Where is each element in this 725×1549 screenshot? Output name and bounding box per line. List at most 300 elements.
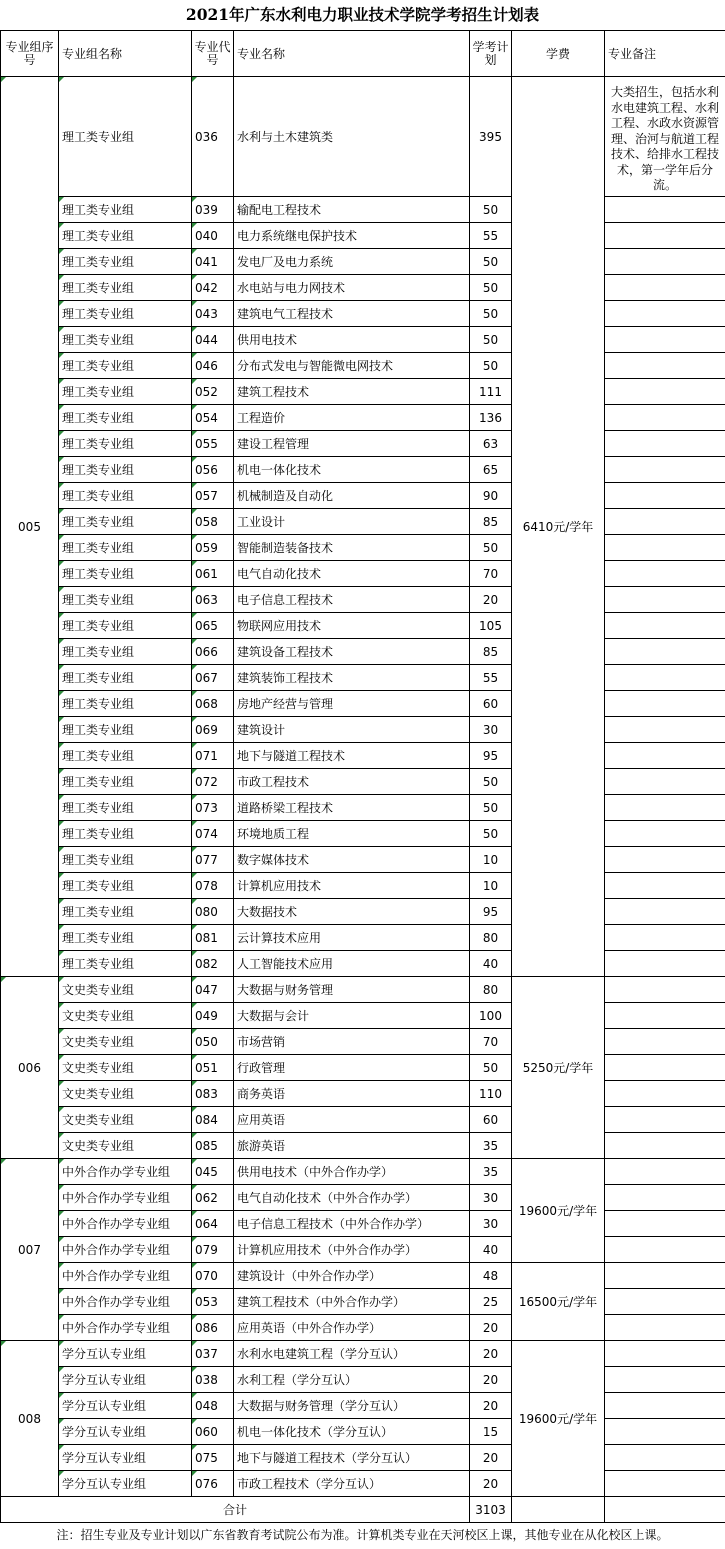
group-name-cell: 理工类专业组 xyxy=(59,587,192,613)
major-name-cell: 建筑工程技术 xyxy=(234,379,470,405)
major-name-cell: 水利与土木建筑类 xyxy=(234,77,470,197)
plan-cell: 20 xyxy=(470,587,512,613)
major-code-cell: 072 xyxy=(192,769,234,795)
table-row xyxy=(1,1341,725,1367)
remark-cell xyxy=(605,561,725,587)
remark-cell xyxy=(605,951,725,977)
major-code-cell: 071 xyxy=(192,743,234,769)
major-code-cell: 064 xyxy=(192,1211,234,1237)
major-name-cell: 建筑装饰工程技术 xyxy=(234,665,470,691)
major-code-cell: 060 xyxy=(192,1419,234,1445)
major-code-cell: 080 xyxy=(192,899,234,925)
remark-cell xyxy=(605,639,725,665)
group-name-cell: 理工类专业组 xyxy=(59,197,192,223)
remark-cell xyxy=(605,535,725,561)
group-name-cell: 理工类专业组 xyxy=(59,717,192,743)
major-code-cell: 056 xyxy=(192,457,234,483)
table-row xyxy=(1,1237,725,1263)
plan-cell: 10 xyxy=(470,873,512,899)
plan-cell: 50 xyxy=(470,535,512,561)
group-name-cell: 文史类专业组 xyxy=(59,1081,192,1107)
plan-cell: 50 xyxy=(470,327,512,353)
major-code-cell: 059 xyxy=(192,535,234,561)
major-name-cell: 数字媒体技术 xyxy=(234,847,470,873)
plan-cell: 10 xyxy=(470,847,512,873)
table-row xyxy=(1,1003,725,1029)
group-name-cell: 文史类专业组 xyxy=(59,1055,192,1081)
major-name-cell: 大数据与会计 xyxy=(234,1003,470,1029)
group-name-cell: 中外合作办学专业组 xyxy=(59,1315,192,1341)
plan-cell: 50 xyxy=(470,795,512,821)
group-name-cell: 学分互认专业组 xyxy=(59,1367,192,1393)
table-row xyxy=(1,1107,725,1133)
major-code-cell: 076 xyxy=(192,1471,234,1497)
group-name-cell: 理工类专业组 xyxy=(59,483,192,509)
table-row xyxy=(1,379,725,405)
major-name-cell: 道路桥梁工程技术 xyxy=(234,795,470,821)
header-group-name: 专业组名称 xyxy=(59,31,192,77)
remark-cell xyxy=(605,457,725,483)
fee-cell: 5250元/学年 xyxy=(512,977,605,1159)
table-row xyxy=(1,873,725,899)
major-code-cell: 040 xyxy=(192,223,234,249)
major-code-cell: 082 xyxy=(192,951,234,977)
major-name-cell: 电子信息工程技术 xyxy=(234,587,470,613)
plan-cell: 60 xyxy=(470,691,512,717)
group-name-cell: 文史类专业组 xyxy=(59,1003,192,1029)
major-code-cell: 081 xyxy=(192,925,234,951)
remark-cell xyxy=(605,665,725,691)
group-name-cell: 理工类专业组 xyxy=(59,509,192,535)
table-row xyxy=(1,457,725,483)
table-body xyxy=(1,77,725,1523)
table-row xyxy=(1,821,725,847)
major-code-cell: 046 xyxy=(192,353,234,379)
group-name-cell: 理工类专业组 xyxy=(59,223,192,249)
group-name-cell: 中外合作办学专业组 xyxy=(59,1211,192,1237)
major-name-cell: 市场营销 xyxy=(234,1029,470,1055)
plan-cell: 395 xyxy=(470,77,512,197)
header-plan: 学考计划 xyxy=(470,31,512,77)
major-code-cell: 037 xyxy=(192,1341,234,1367)
group-name-cell: 理工类专业组 xyxy=(59,301,192,327)
remark-cell xyxy=(605,405,725,431)
fee-cell: 6410元/学年 xyxy=(512,77,605,977)
major-code-cell: 049 xyxy=(192,1003,234,1029)
major-code-cell: 044 xyxy=(192,327,234,353)
major-code-cell: 073 xyxy=(192,795,234,821)
major-name-cell: 供用电技术（中外合作办学） xyxy=(234,1159,470,1185)
remark-cell xyxy=(605,1289,725,1315)
remark-cell: 大类招生，包括水利水电建筑工程、水利工程、水政水资源管理、治河与航道工程技术、给排水工程技术，第一学年后分流。 xyxy=(605,77,725,197)
total-fee-cell xyxy=(512,1497,605,1523)
group-no-cell: 005 xyxy=(1,77,59,977)
plan-cell: 20 xyxy=(470,1315,512,1341)
remark-cell xyxy=(605,197,725,223)
major-name-cell: 市政工程技术 xyxy=(234,769,470,795)
major-code-cell: 065 xyxy=(192,613,234,639)
remark-cell xyxy=(605,353,725,379)
remark-cell xyxy=(605,1133,725,1159)
group-name-cell: 理工类专业组 xyxy=(59,379,192,405)
plan-cell: 50 xyxy=(470,249,512,275)
remark-cell xyxy=(605,1445,725,1471)
header-major-code: 专业代号 xyxy=(192,31,234,77)
table-row xyxy=(1,899,725,925)
major-code-cell: 055 xyxy=(192,431,234,457)
major-name-cell: 旅游英语 xyxy=(234,1133,470,1159)
footnote: 注：招生专业及专业计划以广东省教育考试院公布为准。计算机类专业在天河校区上课，其他专业在从化校区上课。 xyxy=(56,1528,669,1542)
plan-cell: 50 xyxy=(470,769,512,795)
group-name-cell: 理工类专业组 xyxy=(59,77,192,197)
group-no-cell: 006 xyxy=(1,977,59,1159)
plan-cell: 55 xyxy=(470,223,512,249)
remark-cell xyxy=(605,301,725,327)
major-name-cell: 计算机应用技术 xyxy=(234,873,470,899)
fee-cell: 16500元/学年 xyxy=(512,1263,605,1341)
group-name-cell: 文史类专业组 xyxy=(59,1029,192,1055)
major-name-cell: 水利工程（学分互认） xyxy=(234,1367,470,1393)
remark-cell xyxy=(605,1367,725,1393)
remark-cell xyxy=(605,743,725,769)
group-name-cell: 理工类专业组 xyxy=(59,639,192,665)
remark-cell xyxy=(605,847,725,873)
table-row xyxy=(1,613,725,639)
major-name-cell: 水电站与电力网技术 xyxy=(234,275,470,301)
remark-cell xyxy=(605,821,725,847)
group-name-cell: 理工类专业组 xyxy=(59,899,192,925)
table-row xyxy=(1,743,725,769)
table-row xyxy=(1,1159,725,1185)
table-row xyxy=(1,1081,725,1107)
plan-cell: 40 xyxy=(470,951,512,977)
plan-cell: 85 xyxy=(470,509,512,535)
major-code-cell: 038 xyxy=(192,1367,234,1393)
major-name-cell: 电气自动化技术 xyxy=(234,561,470,587)
table-row xyxy=(1,1315,725,1341)
major-code-cell: 043 xyxy=(192,301,234,327)
group-name-cell: 中外合作办学专业组 xyxy=(59,1159,192,1185)
group-name-cell: 理工类专业组 xyxy=(59,665,192,691)
total-remark-cell xyxy=(605,1497,725,1523)
major-name-cell: 市政工程技术（学分互认） xyxy=(234,1471,470,1497)
total-row xyxy=(1,1497,725,1523)
plan-cell: 50 xyxy=(470,353,512,379)
plan-cell: 20 xyxy=(470,1445,512,1471)
remark-cell xyxy=(605,1211,725,1237)
major-code-cell: 062 xyxy=(192,1185,234,1211)
plan-cell: 136 xyxy=(470,405,512,431)
major-code-cell: 061 xyxy=(192,561,234,587)
major-code-cell: 083 xyxy=(192,1081,234,1107)
major-name-cell: 应用英语 xyxy=(234,1107,470,1133)
table-row xyxy=(1,1211,725,1237)
remark-cell xyxy=(605,1055,725,1081)
group-name-cell: 理工类专业组 xyxy=(59,275,192,301)
major-name-cell: 行政管理 xyxy=(234,1055,470,1081)
major-name-cell: 建筑设计（中外合作办学） xyxy=(234,1263,470,1289)
remark-cell xyxy=(605,1263,725,1289)
table-row xyxy=(1,197,725,223)
table-row xyxy=(1,301,725,327)
plan-cell: 95 xyxy=(470,899,512,925)
group-name-cell: 理工类专业组 xyxy=(59,457,192,483)
table-row xyxy=(1,483,725,509)
group-name-cell: 理工类专业组 xyxy=(59,431,192,457)
table-row xyxy=(1,77,725,197)
table-row xyxy=(1,691,725,717)
group-name-cell: 理工类专业组 xyxy=(59,249,192,275)
major-name-cell: 地下与隧道工程技术 xyxy=(234,743,470,769)
remark-cell xyxy=(605,873,725,899)
major-name-cell: 建筑设备工程技术 xyxy=(234,639,470,665)
group-name-cell: 理工类专业组 xyxy=(59,613,192,639)
plan-cell: 100 xyxy=(470,1003,512,1029)
header-remark: 专业备注 xyxy=(605,31,725,77)
major-code-cell: 066 xyxy=(192,639,234,665)
major-name-cell: 人工智能技术应用 xyxy=(234,951,470,977)
major-name-cell: 机电一体化技术（学分互认） xyxy=(234,1419,470,1445)
group-name-cell: 理工类专业组 xyxy=(59,561,192,587)
group-name-cell: 理工类专业组 xyxy=(59,821,192,847)
group-name-cell: 中外合作办学专业组 xyxy=(59,1237,192,1263)
group-name-cell: 理工类专业组 xyxy=(59,327,192,353)
table-row xyxy=(1,847,725,873)
major-name-cell: 大数据与财务管理（学分互认） xyxy=(234,1393,470,1419)
plan-cell: 65 xyxy=(470,457,512,483)
major-name-cell: 建设工程管理 xyxy=(234,431,470,457)
group-name-cell: 理工类专业组 xyxy=(59,769,192,795)
major-code-cell: 086 xyxy=(192,1315,234,1341)
major-code-cell: 057 xyxy=(192,483,234,509)
table-row xyxy=(1,327,725,353)
group-name-cell: 理工类专业组 xyxy=(59,691,192,717)
major-name-cell: 智能制造装备技术 xyxy=(234,535,470,561)
remark-cell xyxy=(605,925,725,951)
plan-cell: 20 xyxy=(470,1341,512,1367)
major-code-cell: 075 xyxy=(192,1445,234,1471)
table-row xyxy=(1,249,725,275)
remark-cell xyxy=(605,1315,725,1341)
major-code-cell: 041 xyxy=(192,249,234,275)
major-code-cell: 078 xyxy=(192,873,234,899)
major-code-cell: 053 xyxy=(192,1289,234,1315)
group-name-cell: 文史类专业组 xyxy=(59,977,192,1003)
table-row xyxy=(1,1029,725,1055)
major-name-cell: 工程造价 xyxy=(234,405,470,431)
remark-cell xyxy=(605,587,725,613)
major-name-cell: 地下与隧道工程技术（学分互认） xyxy=(234,1445,470,1471)
group-name-cell: 理工类专业组 xyxy=(59,743,192,769)
major-code-cell: 067 xyxy=(192,665,234,691)
plan-cell: 35 xyxy=(470,1159,512,1185)
major-code-cell: 050 xyxy=(192,1029,234,1055)
plan-cell: 20 xyxy=(470,1367,512,1393)
table-row xyxy=(1,951,725,977)
remark-cell xyxy=(605,613,725,639)
table-row xyxy=(1,1185,725,1211)
remark-cell xyxy=(605,1159,725,1185)
major-code-cell: 054 xyxy=(192,405,234,431)
major-name-cell: 商务英语 xyxy=(234,1081,470,1107)
major-name-cell: 电子信息工程技术（中外合作办学） xyxy=(234,1211,470,1237)
remark-cell xyxy=(605,379,725,405)
major-name-cell: 输配电工程技术 xyxy=(234,197,470,223)
plan-cell: 30 xyxy=(470,717,512,743)
remark-cell xyxy=(605,899,725,925)
plan-cell: 55 xyxy=(470,665,512,691)
table-row xyxy=(1,1263,725,1289)
table-row xyxy=(1,561,725,587)
table-row xyxy=(1,977,725,1003)
major-code-cell: 063 xyxy=(192,587,234,613)
plan-cell: 20 xyxy=(470,1393,512,1419)
remark-cell xyxy=(605,1237,725,1263)
remark-cell xyxy=(605,1107,725,1133)
group-no-cell: 008 xyxy=(1,1341,59,1497)
table-row xyxy=(1,639,725,665)
major-name-cell: 大数据与财务管理 xyxy=(234,977,470,1003)
plan-cell: 105 xyxy=(470,613,512,639)
plan-cell: 40 xyxy=(470,1237,512,1263)
plan-cell: 35 xyxy=(470,1133,512,1159)
plan-cell: 50 xyxy=(470,821,512,847)
major-name-cell: 水利水电建筑工程（学分互认） xyxy=(234,1341,470,1367)
plan-cell: 30 xyxy=(470,1211,512,1237)
remark-cell xyxy=(605,1185,725,1211)
plan-cell: 50 xyxy=(470,197,512,223)
remark-cell xyxy=(605,1029,725,1055)
major-name-cell: 云计算技术应用 xyxy=(234,925,470,951)
major-name-cell: 大数据技术 xyxy=(234,899,470,925)
total-label-cell: 合计 xyxy=(1,1497,470,1523)
major-name-cell: 房地产经营与管理 xyxy=(234,691,470,717)
major-code-cell: 042 xyxy=(192,275,234,301)
plan-cell: 50 xyxy=(470,301,512,327)
header-group-no: 专业组序号 xyxy=(1,31,59,77)
plan-cell: 111 xyxy=(470,379,512,405)
major-code-cell: 085 xyxy=(192,1133,234,1159)
major-name-cell: 机械制造及自动化 xyxy=(234,483,470,509)
plan-cell: 25 xyxy=(470,1289,512,1315)
table-row xyxy=(1,509,725,535)
table-row xyxy=(1,275,725,301)
group-name-cell: 理工类专业组 xyxy=(59,925,192,951)
major-code-cell: 069 xyxy=(192,717,234,743)
major-code-cell: 045 xyxy=(192,1159,234,1185)
header-fee: 学费 xyxy=(512,31,605,77)
plan-cell: 50 xyxy=(470,1055,512,1081)
major-code-cell: 051 xyxy=(192,1055,234,1081)
table-row xyxy=(1,1419,725,1445)
remark-cell xyxy=(605,1393,725,1419)
table-row xyxy=(1,925,725,951)
plan-cell: 80 xyxy=(470,925,512,951)
major-code-cell: 079 xyxy=(192,1237,234,1263)
remark-cell xyxy=(605,275,725,301)
major-code-cell: 068 xyxy=(192,691,234,717)
table-row xyxy=(1,535,725,561)
group-name-cell: 理工类专业组 xyxy=(59,353,192,379)
remark-cell xyxy=(605,795,725,821)
table-row xyxy=(1,1055,725,1081)
major-name-cell: 分布式发电与智能微电网技术 xyxy=(234,353,470,379)
major-name-cell: 计算机应用技术（中外合作办学） xyxy=(234,1237,470,1263)
major-code-cell: 047 xyxy=(192,977,234,1003)
major-code-cell: 058 xyxy=(192,509,234,535)
major-name-cell: 建筑设计 xyxy=(234,717,470,743)
plan-cell: 110 xyxy=(470,1081,512,1107)
group-name-cell: 学分互认专业组 xyxy=(59,1393,192,1419)
table-row xyxy=(1,223,725,249)
major-name-cell: 发电厂及电力系统 xyxy=(234,249,470,275)
major-code-cell: 039 xyxy=(192,197,234,223)
plan-cell: 80 xyxy=(470,977,512,1003)
fee-cell: 19600元/学年 xyxy=(512,1341,605,1497)
total-value-cell: 3103 xyxy=(470,1497,512,1523)
table-row xyxy=(1,1133,725,1159)
table-row xyxy=(1,405,725,431)
major-name-cell: 工业设计 xyxy=(234,509,470,535)
table-row xyxy=(1,1367,725,1393)
group-name-cell: 理工类专业组 xyxy=(59,873,192,899)
plan-cell: 50 xyxy=(470,275,512,301)
table-row xyxy=(1,587,725,613)
table-row xyxy=(1,665,725,691)
group-name-cell: 中外合作办学专业组 xyxy=(59,1289,192,1315)
plan-cell: 95 xyxy=(470,743,512,769)
group-name-cell: 理工类专业组 xyxy=(59,795,192,821)
table-row xyxy=(1,431,725,457)
major-name-cell: 机电一体化技术 xyxy=(234,457,470,483)
table-row xyxy=(1,1471,725,1497)
major-name-cell: 电气自动化技术（中外合作办学） xyxy=(234,1185,470,1211)
remark-cell xyxy=(605,977,725,1003)
major-name-cell: 应用英语（中外合作办学） xyxy=(234,1315,470,1341)
remark-cell xyxy=(605,1341,725,1367)
table-row xyxy=(1,795,725,821)
major-code-cell: 084 xyxy=(192,1107,234,1133)
group-no-cell: 007 xyxy=(1,1159,59,1341)
table-row xyxy=(1,769,725,795)
table-row xyxy=(1,353,725,379)
major-name-cell: 环境地质工程 xyxy=(234,821,470,847)
remark-cell xyxy=(605,769,725,795)
plan-cell: 70 xyxy=(470,561,512,587)
remark-cell xyxy=(605,431,725,457)
group-name-cell: 理工类专业组 xyxy=(59,535,192,561)
remark-cell xyxy=(605,223,725,249)
table-row xyxy=(1,1393,725,1419)
plan-cell: 85 xyxy=(470,639,512,665)
fee-cell: 19600元/学年 xyxy=(512,1159,605,1263)
remark-cell xyxy=(605,1419,725,1445)
plan-cell: 15 xyxy=(470,1419,512,1445)
remark-cell xyxy=(605,249,725,275)
major-name-cell: 物联网应用技术 xyxy=(234,613,470,639)
remark-cell xyxy=(605,1471,725,1497)
group-name-cell: 理工类专业组 xyxy=(59,847,192,873)
plan-cell: 30 xyxy=(470,1185,512,1211)
table-row xyxy=(1,1445,725,1471)
major-name-cell: 建筑工程技术（中外合作办学） xyxy=(234,1289,470,1315)
remark-cell xyxy=(605,1081,725,1107)
remark-cell xyxy=(605,327,725,353)
major-code-cell: 036 xyxy=(192,77,234,197)
group-name-cell: 中外合作办学专业组 xyxy=(59,1263,192,1289)
group-name-cell: 文史类专业组 xyxy=(59,1107,192,1133)
group-name-cell: 理工类专业组 xyxy=(59,951,192,977)
